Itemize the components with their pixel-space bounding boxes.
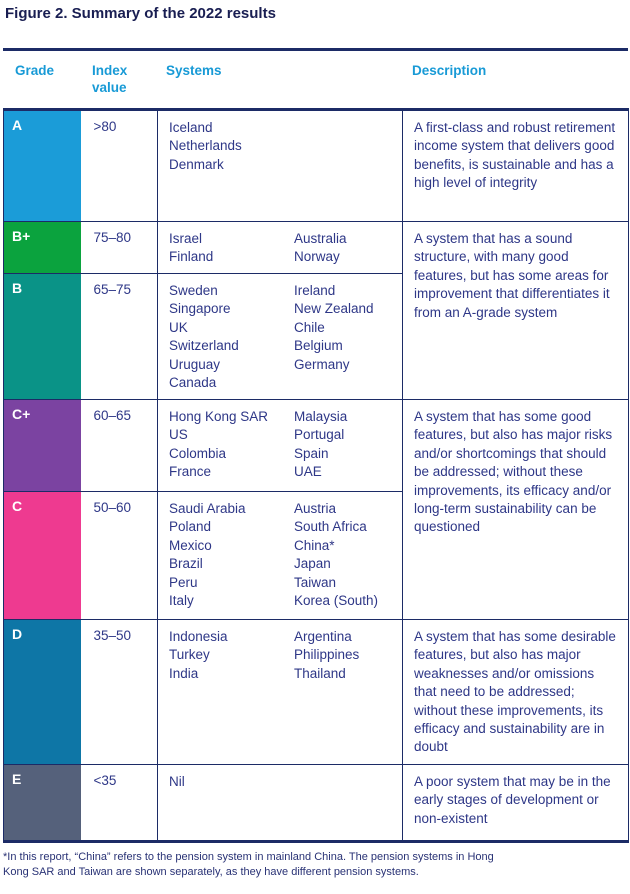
- systems-list-secondary: [294, 500, 378, 610]
- systems-list-secondary: [294, 282, 374, 374]
- systems-cell-c-plus: [158, 400, 403, 492]
- system-country: China*: [294, 537, 335, 553]
- system-country: South Africa: [294, 519, 367, 535]
- systems-cell-e: [158, 765, 403, 842]
- figure-page: [0, 5, 630, 879]
- system-country: Japan: [294, 556, 331, 572]
- system-country: Portugal: [294, 427, 345, 443]
- systems-list-secondary: [294, 408, 347, 482]
- system-country: France: [169, 464, 212, 480]
- systems-list-primary: [169, 119, 402, 174]
- system-country: Mexico: [169, 537, 212, 553]
- table-row-grade-e: [4, 765, 629, 842]
- systems-list-primary: [169, 628, 402, 683]
- system-country: Argentina: [294, 629, 352, 644]
- system-country: Belgium: [294, 338, 343, 354]
- system-country: Turkey: [169, 647, 210, 663]
- system-country: Finland: [169, 249, 214, 265]
- system-country: Taiwan: [294, 574, 337, 590]
- grade-cell-c-plus: C+: [4, 400, 81, 492]
- system-country: Poland: [169, 519, 212, 535]
- system-country: UAE: [294, 464, 322, 480]
- system-country: Norway: [294, 249, 340, 265]
- system-country: Malaysia: [294, 409, 348, 424]
- description-b-grades: A system that has a sound structure, with many good features, but has some areas for improvement that differentiates it from an A-grade system: [403, 222, 629, 400]
- systems-cell-c: [158, 492, 403, 620]
- system-country: Singapore: [169, 301, 231, 317]
- system-country: Thailand: [294, 665, 346, 681]
- system-country: Peru: [169, 574, 198, 590]
- system-country: Germany: [294, 356, 350, 372]
- system-country: Austria: [294, 501, 337, 516]
- system-country: Ireland: [294, 283, 336, 298]
- results-table: [3, 108, 629, 843]
- table-row-grade-c-plus: [4, 400, 629, 492]
- grade-cell-a: A: [4, 110, 81, 222]
- system-country: Korea (South): [294, 593, 379, 609]
- description-c-grades: A system that has some good features, but also has major risks and/or shortcomings that should be addressed; without these improvements, its efficacy and/or long-term sustainability can be questioned: [403, 400, 629, 620]
- system-country: Sweden: [169, 283, 218, 298]
- description-a: A first-class and robust retirement income system that delivers good benefits, is sustainable and has a high level of integrity: [403, 110, 629, 222]
- system-country: Israel: [169, 231, 203, 246]
- systems-list-primary: [169, 230, 402, 267]
- grade-cell-d: D: [4, 620, 81, 765]
- system-country: Philippines: [294, 647, 360, 663]
- index-value-a: >80: [93, 119, 117, 134]
- systems-cell-a: [158, 110, 403, 222]
- table-row-grade-d: [4, 620, 629, 765]
- system-country: Chile: [294, 319, 325, 335]
- system-country: Saudi Arabia: [169, 501, 246, 516]
- index-value-e: <35: [81, 765, 158, 842]
- description-d: A system that has some desirable features, but also has major weaknesses and/or omissions that need to be addressed; without these improvements, its efficacy and sustainability are in doubt: [403, 620, 629, 765]
- index-value-b: 65–75: [81, 274, 158, 400]
- grade-cell-b: B: [4, 274, 81, 400]
- system-country: Switzerland: [169, 338, 239, 354]
- footnote: *In this report, “China” refers to the pension system in mainland China. The pension systems in Hong Kong SAR and Taiwan are shown separately, as they have different pension systems.: [3, 851, 494, 878]
- figure-title: Figure 2. Summary of the 2022 results: [5, 5, 276, 22]
- system-country: Nil: [169, 774, 185, 789]
- column-headers: [3, 62, 628, 96]
- column-header-grade: Grade: [15, 63, 55, 78]
- system-country: Canada: [169, 375, 217, 391]
- index-value-c-plus: 60–65: [81, 400, 158, 492]
- grade-cell-e: E: [4, 765, 81, 842]
- system-country: Indonesia: [169, 629, 228, 644]
- system-country: Denmark: [169, 156, 224, 172]
- systems-cell-d: [158, 620, 403, 765]
- system-country: New Zealand: [294, 301, 374, 317]
- table-row-grade-a: [4, 110, 629, 222]
- table-row-grade-b-plus: [4, 222, 629, 274]
- column-header-index-value: Index value: [92, 63, 128, 95]
- systems-list-primary: [169, 408, 402, 482]
- system-country: Australia: [294, 231, 347, 246]
- description-e: A poor system that may be in the early stages of development or non-existent: [403, 765, 629, 842]
- system-country: Colombia: [169, 445, 227, 461]
- system-country: Netherlands: [169, 138, 242, 154]
- system-country: UK: [169, 319, 188, 335]
- grade-cell-c: C: [4, 492, 81, 620]
- systems-list-secondary: [294, 230, 347, 267]
- index-value-c: 50–60: [81, 492, 158, 620]
- system-country: Italy: [169, 593, 194, 609]
- system-country: Iceland: [169, 120, 213, 135]
- column-header-systems: Systems: [166, 63, 222, 78]
- systems-cell-b-plus: [158, 222, 403, 274]
- column-header-description: Description: [412, 63, 487, 78]
- system-country: Spain: [294, 445, 329, 461]
- systems-list-secondary: [294, 628, 359, 683]
- system-country: Brazil: [169, 556, 203, 572]
- systems-cell-b: [158, 274, 403, 400]
- index-value-d: 35–50: [81, 620, 158, 765]
- systems-list-primary: [169, 773, 402, 791]
- title-divider: [3, 48, 628, 51]
- system-country: Uruguay: [169, 356, 221, 372]
- system-country: Hong Kong SAR: [169, 409, 269, 424]
- system-country: India: [169, 665, 199, 681]
- index-value-b-plus: 75–80: [81, 222, 158, 274]
- grade-cell-b-plus: B+: [4, 222, 81, 274]
- system-country: US: [169, 427, 188, 443]
